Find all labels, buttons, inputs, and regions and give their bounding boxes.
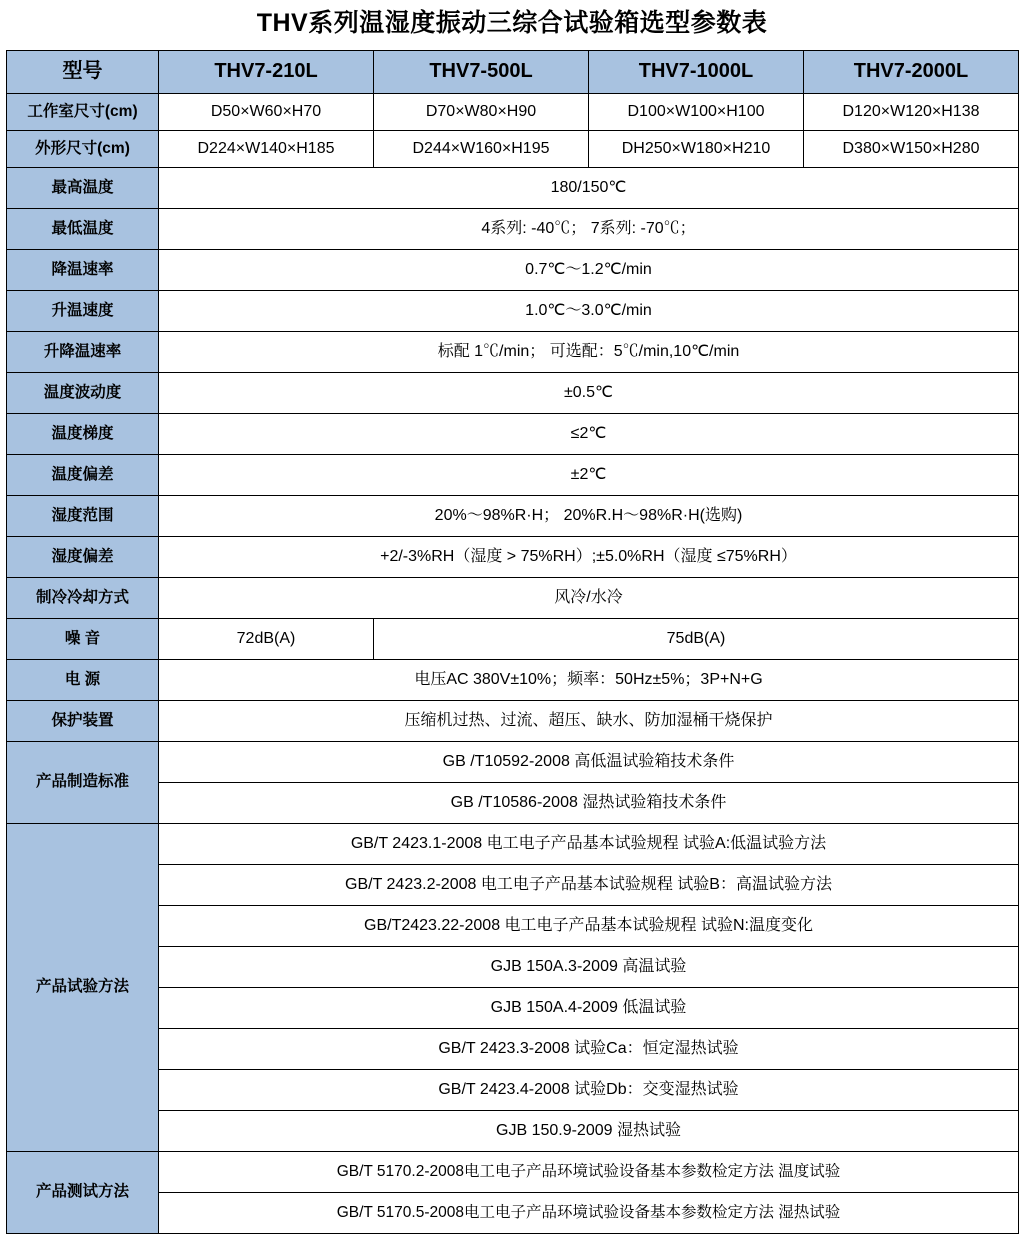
table-row <box>7 167 1019 208</box>
table-row <box>7 454 1019 495</box>
table-row <box>7 495 1019 536</box>
header-model-3: THV7-1000L <box>589 50 804 93</box>
header-model-4: THV7-2000L <box>804 50 1019 93</box>
cell-chamber-size-4: D120×W120×H138 <box>804 93 1019 130</box>
cell-outer-size-4: D380×W150×H280 <box>804 130 1019 167</box>
cell-min-temp: 4系列: -40℃； 7系列: -70℃； <box>159 208 1019 249</box>
cell-chamber-size-3: D100×W100×H100 <box>589 93 804 130</box>
cell-power: 电压AC 380V±10%；频率：50Hz±5%；3P+N+G <box>159 659 1019 700</box>
cell-test-method-5: GJB 150A.4-2009 低温试验 <box>159 987 1019 1028</box>
row-label-power: 电 源 <box>7 659 159 700</box>
table-row <box>7 372 1019 413</box>
row-label-measure-methods: 产品测试方法 <box>7 1151 159 1233</box>
table-header-row <box>7 50 1019 93</box>
table-row <box>7 249 1019 290</box>
table-row <box>7 1110 1019 1151</box>
cell-test-method-8: GJB 150.9-2009 湿热试验 <box>159 1110 1019 1151</box>
cell-test-method-3: GB/T2423.22-2008 电工电子产品基本试验规程 试验N:温度变化 <box>159 905 1019 946</box>
cell-cooling-rate: 0.7℃～1.2℃/min <box>159 249 1019 290</box>
row-label-temp-fluctuation: 温度波动度 <box>7 372 159 413</box>
table-row <box>7 1151 1019 1192</box>
table-row <box>7 413 1019 454</box>
header-model-1: THV7-210L <box>159 50 374 93</box>
table-row <box>7 987 1019 1028</box>
row-label-temp-gradient: 温度梯度 <box>7 413 159 454</box>
row-label-humidity-range: 湿度范围 <box>7 495 159 536</box>
cell-measure-method-1: GB/T 5170.2-2008电工电子产品环境试验设备基本参数检定方法 温度试验 <box>159 1151 1019 1192</box>
row-label-manufacture-standard: 产品制造标准 <box>7 741 159 823</box>
cell-manufacture-standard-2: GB /T10586-2008 湿热试验箱技术条件 <box>159 782 1019 823</box>
cell-test-method-1: GB/T 2423.1-2008 电工电子产品基本试验规程 试验A:低温试验方法 <box>159 823 1019 864</box>
specification-table <box>6 50 1019 1234</box>
cell-manufacture-standard-1: GB /T10592-2008 高低温试验箱技术条件 <box>159 741 1019 782</box>
cell-noise-right: 75dB(A) <box>374 618 1019 659</box>
table-row <box>7 782 1019 823</box>
table-row <box>7 331 1019 372</box>
row-label-min-temp: 最低温度 <box>7 208 159 249</box>
row-label-ramp-rate: 升降温速率 <box>7 331 159 372</box>
table-row <box>7 700 1019 741</box>
row-label-humidity-deviation: 湿度偏差 <box>7 536 159 577</box>
cell-test-method-4: GJB 150A.3-2009 高温试验 <box>159 946 1019 987</box>
row-label-outer-size: 外形尺寸(cm) <box>7 130 159 167</box>
table-row <box>7 741 1019 782</box>
cell-outer-size-3: DH250×W180×H210 <box>589 130 804 167</box>
cell-humidity-deviation: +2/-3%RH（湿度 > 75%RH）;±5.0%RH（湿度 ≤75%RH） <box>159 536 1019 577</box>
row-label-protection: 保护装置 <box>7 700 159 741</box>
cell-chamber-size-1: D50×W60×H70 <box>159 93 374 130</box>
table-row <box>7 864 1019 905</box>
cell-cooling-method: 风冷/水冷 <box>159 577 1019 618</box>
row-label-chamber-size: 工作室尺寸(cm) <box>7 93 159 130</box>
cell-test-method-2: GB/T 2423.2-2008 电工电子产品基本试验规程 试验B：高温试验方法 <box>159 864 1019 905</box>
table-row <box>7 659 1019 700</box>
cell-outer-size-1: D224×W140×H185 <box>159 130 374 167</box>
table-row <box>7 946 1019 987</box>
row-label-test-methods: 产品试验方法 <box>7 823 159 1151</box>
table-row <box>7 130 1019 167</box>
row-label-cooling-method: 制冷冷却方式 <box>7 577 159 618</box>
row-label-noise: 噪 音 <box>7 618 159 659</box>
cell-noise-left: 72dB(A) <box>159 618 374 659</box>
cell-temp-deviation: ±2℃ <box>159 454 1019 495</box>
table-row <box>7 905 1019 946</box>
table-row <box>7 1028 1019 1069</box>
cell-heating-rate: 1.0℃～3.0℃/min <box>159 290 1019 331</box>
row-label-cooling-rate: 降温速率 <box>7 249 159 290</box>
table-row <box>7 1192 1019 1233</box>
cell-test-method-6: GB/T 2423.3-2008 试验Ca：恒定湿热试验 <box>159 1028 1019 1069</box>
cell-protection: 压缩机过热、过流、超压、缺水、防加湿桶干烧保护 <box>159 700 1019 741</box>
table-row <box>7 208 1019 249</box>
cell-outer-size-2: D244×W160×H195 <box>374 130 589 167</box>
table-row <box>7 290 1019 331</box>
cell-temp-gradient: ≤2℃ <box>159 413 1019 454</box>
cell-measure-method-2: GB/T 5170.5-2008电工电子产品环境试验设备基本参数检定方法 湿热试验 <box>159 1192 1019 1233</box>
cell-ramp-rate: 标配 1℃/min； 可选配：5℃/min,10℃/min <box>159 331 1019 372</box>
cell-humidity-range: 20%～98%R·H； 20%R.H～98%R·H(选购) <box>159 495 1019 536</box>
table-row <box>7 577 1019 618</box>
row-label-max-temp: 最高温度 <box>7 167 159 208</box>
header-model-2: THV7-500L <box>374 50 589 93</box>
table-row <box>7 618 1019 659</box>
row-label-heating-rate: 升温速度 <box>7 290 159 331</box>
row-label-temp-deviation: 温度偏差 <box>7 454 159 495</box>
table-row <box>7 1069 1019 1110</box>
table-row <box>7 536 1019 577</box>
cell-max-temp: 180/150℃ <box>159 167 1019 208</box>
page-title: THV系列温湿度振动三综合试验箱选型参数表 <box>256 9 768 37</box>
cell-chamber-size-2: D70×W80×H90 <box>374 93 589 130</box>
header-label-model: 型号 <box>7 50 159 93</box>
cell-temp-fluctuation: ±0.5℃ <box>159 372 1019 413</box>
table-row <box>7 93 1019 130</box>
table-row <box>7 823 1019 864</box>
cell-test-method-7: GB/T 2423.4-2008 试验Db：交变湿热试验 <box>159 1069 1019 1110</box>
